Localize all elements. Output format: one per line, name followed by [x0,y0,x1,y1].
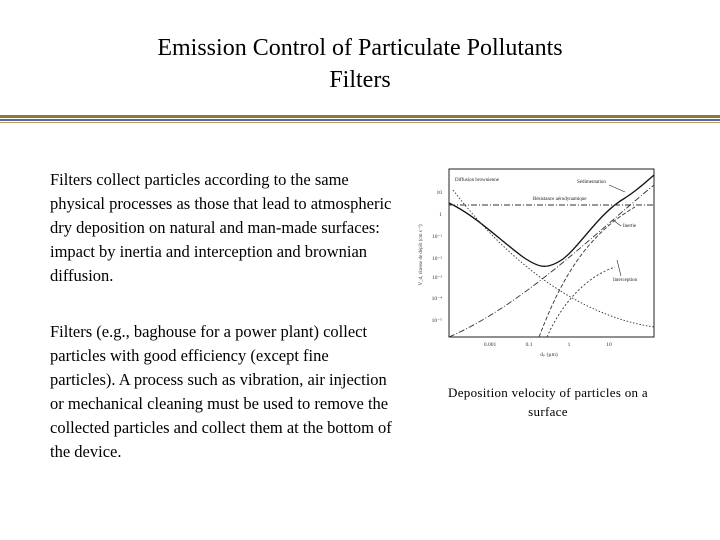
plot-frame [449,169,654,337]
y-tick-label: 1 [439,212,442,218]
interception-curve [547,267,615,337]
x-tick-label: 1 [567,342,571,348]
curve-label-sedimentation: Sédimentation [577,180,606,185]
body-paragraph-2: Filters (e.g., baghouse for a power plant) collect particles with good efficiency (except fine particles). A process such as vibration, air injection or mechanical cleaning must be used to remove the collected particles and collect them at the bottom of the device. [50,322,392,461]
body-paragraph-1: Filters collect particles according to the same physical processes as those that lead to atmospheric dry deposition on natural and man-made surfaces: impact by inertia and interception and brownian diffusion. [50,170,392,285]
slide-title [0,32,720,96]
label-pointer [613,220,621,226]
y-axis-label: V_d, vitesse de dépôt (cm s⁻¹) [419,224,424,286]
title-divider-bottom [0,122,720,123]
x-tick-label: 0.001 [483,342,497,348]
y-tick-label: 10⁻² [431,256,442,262]
curve-label-diffusion: Diffusion brownienne [455,178,499,183]
curve-label-inertia: Inertie [623,224,637,229]
curve-label-resistance: Résistance aérodynamique [533,197,587,202]
label-pointer [617,260,621,276]
y-tick-label: 10 [436,190,442,196]
x-tick-label: 0.1 [525,342,533,348]
x-axis-label: dₚ (µm) [540,352,558,358]
y-tick-label: 10⁻¹ [431,234,442,240]
diffusion-curve [453,190,654,327]
sedimentation-curve [449,185,654,337]
label-pointer [609,185,625,192]
curve-label-interception: Interception [613,278,638,283]
deposition-velocity-figure [413,165,658,365]
y-tick-label: 10⁻⁵ [431,318,442,324]
title-divider-top [0,115,720,118]
x-tick-label: 10 [606,342,612,348]
title-divider-middle [0,119,720,121]
y-tick-label: 10⁻⁴ [431,296,442,302]
title-line-1: Emission Control of Particulate Pollutants [157,35,563,61]
title-line-2: Filters [329,67,391,93]
y-tick-label: 10⁻³ [431,275,442,281]
total-deposition-curve [449,175,654,266]
figure-caption: Deposition velocity of particles on a surface [448,385,648,419]
inertia-curve [539,207,635,337]
